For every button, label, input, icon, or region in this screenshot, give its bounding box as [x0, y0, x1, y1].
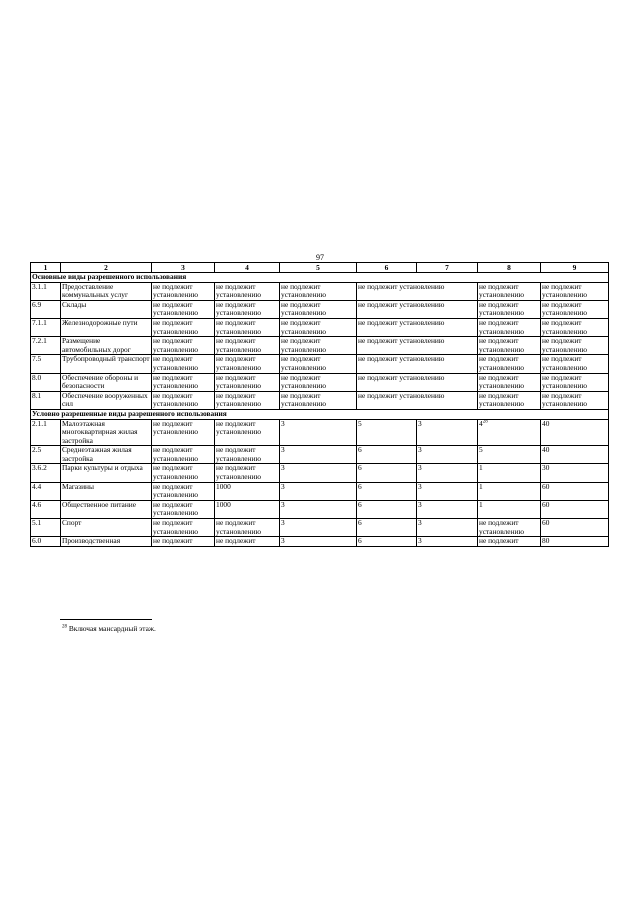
- value-text: не подлежит: [479, 536, 519, 546]
- value-cell: не подлежит установлению: [215, 318, 280, 336]
- table-row: [31, 300, 609, 318]
- use-code-cell: 5.1: [31, 519, 61, 537]
- value-cell: [478, 519, 541, 537]
- value-cell: не подлежит установлению: [541, 318, 609, 336]
- use-name-cell: Обеспечение вооруженных сил: [61, 391, 152, 409]
- use-name-cell: Железнодорожные пути: [61, 318, 152, 336]
- value-cell: 3: [280, 482, 357, 500]
- use-code-cell: 8.0: [31, 373, 61, 391]
- value-cell: 3: [280, 537, 357, 547]
- value-cell: не подлежит установлению: [152, 464, 215, 482]
- value-cell: не подлежит установлению: [152, 355, 215, 373]
- value-cell: не подлежит установлению: [152, 337, 215, 355]
- header-cell: 9: [541, 263, 609, 273]
- value-cell: 3: [280, 419, 357, 446]
- page-number: 97: [316, 253, 324, 262]
- value-cell: 30: [541, 464, 609, 482]
- use-name-cell: Обеспечение обороны и безопасности: [61, 373, 152, 391]
- value-cell: [478, 537, 541, 547]
- zoning-table: [30, 262, 609, 547]
- value-cell: не подлежит установлению: [478, 337, 541, 355]
- use-code-cell: 3.6.2: [31, 464, 61, 482]
- use-name-cell: Производственная: [61, 537, 152, 547]
- value-text: не подлежит установлению: [479, 518, 525, 536]
- section-title-conditional: Условно разрешенные виды разрешенного использования: [31, 409, 609, 419]
- use-name-cell: Общественное питание: [61, 500, 152, 518]
- value-cell: не подлежит установлению: [152, 419, 215, 446]
- value-cell: 60: [541, 500, 609, 518]
- use-name-cell: Предоставление коммунальных услуг: [61, 282, 152, 300]
- value-cell: не подлежит установлению: [152, 373, 215, 391]
- table-row: [31, 391, 609, 409]
- footnote-text: Включая мансардный этаж.: [67, 624, 156, 633]
- header-cell: 1: [31, 263, 61, 273]
- table-row: [31, 519, 609, 537]
- table-row: [31, 419, 609, 446]
- use-name-cell: Размещение автомобильных дорог: [61, 337, 152, 355]
- use-code-cell: 6.9: [31, 300, 61, 318]
- value-cell: не подлежит установлению: [215, 419, 280, 446]
- value-cell: [478, 482, 541, 500]
- footnote-separator: [60, 619, 152, 620]
- value-cell-merged: не подлежит установлению: [357, 337, 478, 355]
- value-text: 4: [479, 419, 483, 428]
- value-cell: 5: [357, 419, 417, 446]
- use-code-cell: 7.5: [31, 355, 61, 373]
- value-cell: не подлежит установлению: [152, 519, 215, 537]
- value-cell-merged: не подлежит установлению: [357, 318, 478, 336]
- use-name-cell: Среднеэтажная жилая застройка: [61, 446, 152, 464]
- value-cell: не подлежит установлению: [215, 464, 280, 482]
- header-cell: 2: [61, 263, 152, 273]
- value-cell: 40: [541, 419, 609, 446]
- value-cell: 60: [541, 519, 609, 537]
- value-cell: не подлежит: [152, 537, 215, 547]
- value-cell: 6: [357, 446, 417, 464]
- value-cell: 60: [541, 482, 609, 500]
- value-cell: не подлежит установлению: [280, 318, 357, 336]
- section-title-main: Основные виды разрешенного использования: [31, 273, 609, 283]
- value-cell: 3: [417, 500, 478, 518]
- value-cell: [478, 464, 541, 482]
- value-cell: 6: [357, 500, 417, 518]
- footnote-mark: 28: [62, 624, 67, 630]
- header-cell: 3: [152, 263, 215, 273]
- value-cell: 3: [417, 464, 478, 482]
- value-cell: 3: [417, 482, 478, 500]
- value-cell: 6: [357, 537, 417, 547]
- value-cell: 40: [541, 446, 609, 464]
- value-cell: не подлежит установлению: [478, 373, 541, 391]
- value-text: 5: [479, 445, 483, 455]
- table-row: [31, 537, 609, 547]
- value-cell: не подлежит установлению: [280, 355, 357, 373]
- use-name-cell: Магазины: [61, 482, 152, 500]
- value-cell: не подлежит установлению: [152, 500, 215, 518]
- table-row: [31, 446, 609, 464]
- value-cell: не подлежит установлению: [280, 300, 357, 318]
- value-cell: не подлежит установлению: [541, 391, 609, 409]
- value-cell: не подлежит установлению: [152, 300, 215, 318]
- value-cell: 3: [280, 500, 357, 518]
- value-cell: не подлежит установлению: [541, 337, 609, 355]
- value-cell: не подлежит установлению: [478, 300, 541, 318]
- value-cell: 3: [280, 446, 357, 464]
- table-row: [31, 464, 609, 482]
- header-cell: 7: [417, 263, 478, 273]
- table-row: [31, 282, 609, 300]
- value-cell: не подлежит установлению: [215, 391, 280, 409]
- value-cell: не подлежит установлению: [152, 318, 215, 336]
- use-name-cell: Спорт: [61, 519, 152, 537]
- value-cell: 3: [417, 519, 478, 537]
- value-cell: не подлежит установлению: [541, 373, 609, 391]
- value-cell: 3: [280, 519, 357, 537]
- value-cell: 3: [280, 464, 357, 482]
- value-cell-merged: не подлежит установлению: [357, 373, 478, 391]
- footnote: [62, 624, 156, 633]
- use-code-cell: 6.0: [31, 537, 61, 547]
- value-cell: 3: [417, 537, 478, 547]
- value-cell: 6: [357, 482, 417, 500]
- value-cell: не подлежит установлению: [478, 391, 541, 409]
- use-name-cell: Малоэтажная многоквартирная жилая застройка: [61, 419, 152, 446]
- use-code-cell: 4.6: [31, 500, 61, 518]
- value-cell: не подлежит установлению: [215, 300, 280, 318]
- use-code-cell: 2.5: [31, 446, 61, 464]
- value-cell: не подлежит установлению: [280, 391, 357, 409]
- value-cell: не подлежит установлению: [541, 355, 609, 373]
- value-cell: 6: [357, 519, 417, 537]
- table-row: [31, 373, 609, 391]
- header-cell: 6: [357, 263, 417, 273]
- value-cell-merged: не подлежит установлению: [357, 300, 478, 318]
- use-name-cell: Парки культуры и отдыха: [61, 464, 152, 482]
- value-cell: [478, 446, 541, 464]
- value-cell: не подлежит установлению: [541, 300, 609, 318]
- value-text: 1: [479, 463, 483, 473]
- value-text: 1: [479, 482, 483, 491]
- use-code-cell: 4.4: [31, 482, 61, 500]
- value-cell: [478, 419, 541, 446]
- use-code-cell: 2.1.1: [31, 419, 61, 446]
- use-code-cell: 7.1.1: [31, 318, 61, 336]
- table-row: [31, 318, 609, 336]
- footnote-ref: 28: [482, 419, 488, 425]
- table-row: [31, 337, 609, 355]
- value-cell: не подлежит установлению: [280, 282, 357, 300]
- use-code-cell: 3.1.1: [31, 282, 61, 300]
- value-text: 1: [479, 500, 483, 509]
- header-cell: 5: [280, 263, 357, 273]
- use-code-cell: 8.1: [31, 391, 61, 409]
- value-cell: не подлежит установлению: [215, 282, 280, 300]
- header-cell: 4: [215, 263, 280, 273]
- header-row: [31, 263, 609, 273]
- value-cell: 1000: [215, 500, 280, 518]
- header-cell: 8: [478, 263, 541, 273]
- use-code-cell: 7.2.1: [31, 337, 61, 355]
- value-cell: не подлежит установлению: [478, 355, 541, 373]
- value-cell: не подлежит установлению: [152, 282, 215, 300]
- value-cell-merged: не подлежит установлению: [357, 355, 478, 373]
- use-name-cell: Трубопроводный транспорт: [61, 355, 152, 373]
- value-cell: [478, 500, 541, 518]
- value-cell: 1000: [215, 482, 280, 500]
- value-cell: не подлежит установлению: [152, 482, 215, 500]
- section-row-conditional: [31, 409, 609, 419]
- table-row: [31, 355, 609, 373]
- value-cell: не подлежит установлению: [152, 391, 215, 409]
- value-cell: не подлежит установлению: [215, 337, 280, 355]
- value-cell: не подлежит установлению: [215, 355, 280, 373]
- value-cell: 6: [357, 464, 417, 482]
- section-row-main: [31, 273, 609, 283]
- value-cell: 80: [541, 537, 609, 547]
- value-cell: не подлежит установлению: [478, 282, 541, 300]
- value-cell: не подлежит установлению: [152, 446, 215, 464]
- value-cell: не подлежит установлению: [280, 373, 357, 391]
- value-cell: не подлежит: [215, 537, 280, 547]
- value-cell: не подлежит установлению: [215, 519, 280, 537]
- value-cell-merged: не подлежит установлению: [357, 282, 478, 300]
- use-name-cell: Склады: [61, 300, 152, 318]
- table-row: [31, 482, 609, 500]
- value-cell: не подлежит установлению: [541, 282, 609, 300]
- value-cell: 3: [417, 419, 478, 446]
- value-cell: 3: [417, 446, 478, 464]
- value-cell: не подлежит установлению: [215, 446, 280, 464]
- value-cell: не подлежит установлению: [215, 373, 280, 391]
- value-cell: не подлежит установлению: [478, 318, 541, 336]
- value-cell: не подлежит установлению: [280, 337, 357, 355]
- table-row: [31, 500, 609, 518]
- value-cell-merged: не подлежит установлению: [357, 391, 478, 409]
